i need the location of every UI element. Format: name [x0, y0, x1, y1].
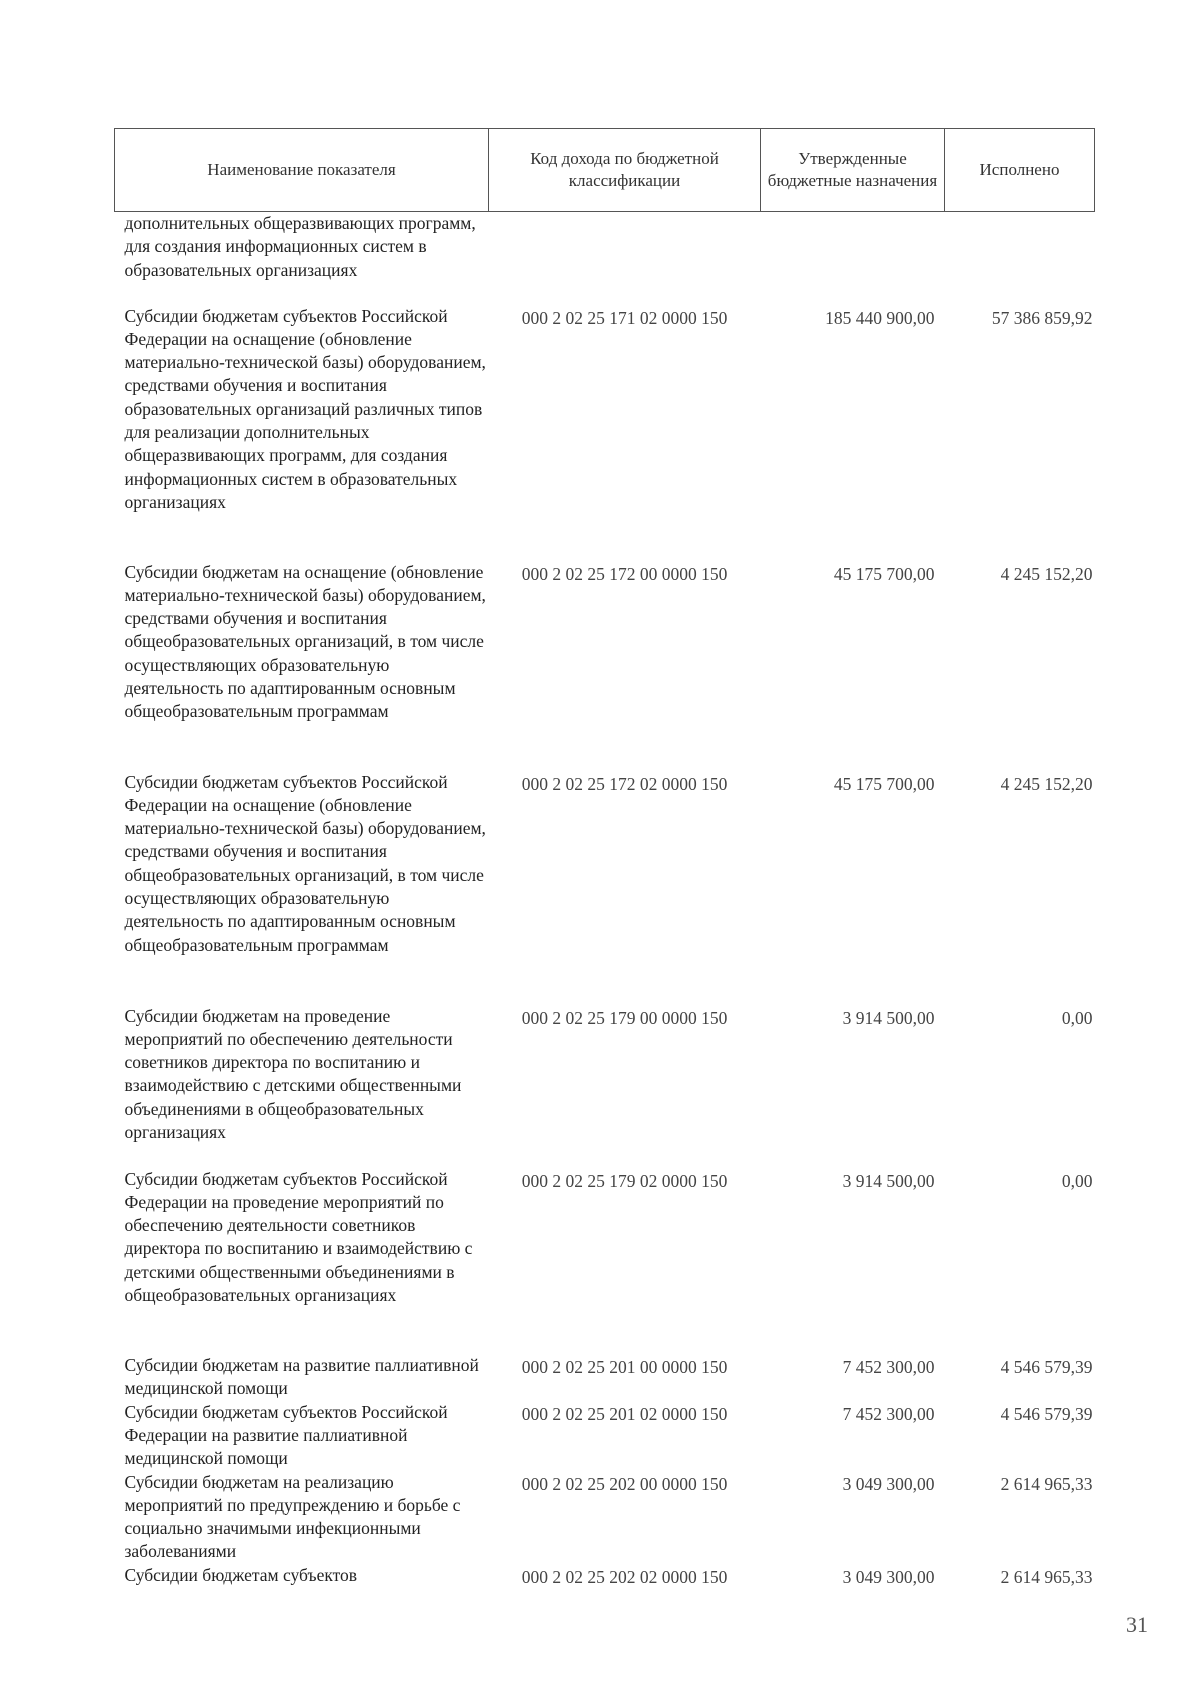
row-approved: 3 914 500,00 — [842, 1007, 935, 1028]
row-code: 000 2 02 25 201 02 0000 150 — [521, 1403, 728, 1424]
table-row — [115, 305, 1095, 561]
table-row — [115, 1401, 1095, 1471]
table-row — [115, 1168, 1095, 1354]
row-name: Субсидии бюджетам на проведение мероприятий по обеспечению деятельности советников директора по воспитанию и взаимодействию с детскими общественными объединениями в общеобразовательных организациях — [124, 1005, 462, 1142]
row-code: 000 2 02 25 171 02 0000 150 — [521, 307, 728, 328]
table-row — [115, 1005, 1095, 1168]
row-executed: 4 245 152,20 — [1000, 563, 1093, 584]
row-name: Субсидии бюджетам на развитие паллиативной медицинской помощи — [124, 1354, 479, 1398]
row-code: 000 2 02 25 201 00 0000 150 — [521, 1356, 728, 1377]
table-row — [115, 771, 1095, 1005]
header-row — [115, 129, 1095, 212]
header-income-code: Код дохода по бюджетной классификации — [489, 129, 761, 212]
row-name: Субсидии бюджетам субъектов Российской Федерации на проведение мероприятий по обеспечению деятельности советников директора по воспитанию и взаимодействию с детскими общественными объединениями в общеобразовательных организациях — [124, 1168, 473, 1305]
row-executed: 2 614 965,33 — [1000, 1473, 1093, 1494]
header-approved-budget: Утвержденные бюджетные назначения — [761, 129, 945, 212]
table-row — [115, 1471, 1095, 1564]
row-approved — [761, 212, 945, 305]
table-row — [115, 561, 1095, 771]
row-code: 000 2 02 25 202 00 0000 150 — [521, 1473, 728, 1494]
table-row — [115, 212, 1095, 305]
row-approved: 185 440 900,00 — [825, 307, 935, 328]
header-indicator-name: Наименование показателя — [115, 129, 489, 212]
row-code: 000 2 02 25 179 00 0000 150 — [521, 1007, 728, 1028]
row-code: 000 2 02 25 202 02 0000 150 — [521, 1566, 728, 1587]
row-name: Субсидии бюджетам субъектов — [124, 1564, 358, 1585]
row-approved: 3 914 500,00 — [842, 1170, 935, 1191]
row-executed — [945, 212, 1095, 305]
row-executed: 4 546 579,39 — [1000, 1356, 1093, 1377]
row-executed: 0,00 — [1061, 1170, 1093, 1191]
row-approved: 3 049 300,00 — [842, 1566, 935, 1587]
row-name: Субсидии бюджетам на реализацию мероприятий по предупреждению и борьбе с социально значимыми инфекционными заболеваниями — [124, 1471, 461, 1562]
row-code: 000 2 02 25 172 00 0000 150 — [521, 563, 728, 584]
row-approved: 3 049 300,00 — [842, 1473, 935, 1494]
row-code — [489, 212, 761, 305]
row-approved: 45 175 700,00 — [833, 773, 935, 794]
row-name: Субсидии бюджетам на оснащение (обновление материально-технической базы) оборудованием, средствами обучения и воспитания общеобразовательных организаций, в том числе осуществляющих образовательную деятельность по адаптированным основным общеобразовательным программам — [124, 561, 486, 722]
row-executed: 4 546 579,39 — [1000, 1403, 1093, 1424]
table-header — [115, 129, 1095, 212]
table-row — [115, 1564, 1095, 1590]
row-executed: 2 614 965,33 — [1000, 1566, 1093, 1587]
row-name: дополнительных общеразвивающих программ, для создания информационных систем в образовательных организациях — [124, 213, 476, 280]
row-name: Субсидии бюджетам субъектов Российской Федерации на оснащение (обновление материально-технической базы) оборудованием, средствами обучения и воспитания общеобразовательных организаций, в том числе осуществляющих образовательную деятельность по адаптированным основным общеобразовательным программам — [124, 771, 486, 955]
row-executed: 4 245 152,20 — [1000, 773, 1093, 794]
table-body — [115, 212, 1095, 1590]
row-approved: 45 175 700,00 — [833, 563, 935, 584]
row-code: 000 2 02 25 172 02 0000 150 — [521, 773, 728, 794]
row-approved: 7 452 300,00 — [842, 1403, 935, 1424]
row-code: 000 2 02 25 179 02 0000 150 — [521, 1170, 728, 1191]
budget-income-table — [114, 128, 1095, 1590]
header-executed: Исполнено — [945, 129, 1095, 212]
row-approved: 7 452 300,00 — [842, 1356, 935, 1377]
row-executed: 57 386 859,92 — [991, 307, 1093, 328]
page-number: 31 — [1126, 1612, 1148, 1637]
row-executed: 0,00 — [1061, 1007, 1093, 1028]
table-row — [115, 1354, 1095, 1401]
row-name: Субсидии бюджетам субъектов Российской Федерации на развитие паллиативной медицинской помощи — [124, 1401, 448, 1469]
row-name: Субсидии бюджетам субъектов Российской Федерации на оснащение (обновление материально-технической базы) оборудованием, средствами обучения и воспитания образовательных организаций различных типов для реализации дополнительных общеразвивающих программ, для создания информационных систем в образовательных организациях — [124, 305, 486, 512]
